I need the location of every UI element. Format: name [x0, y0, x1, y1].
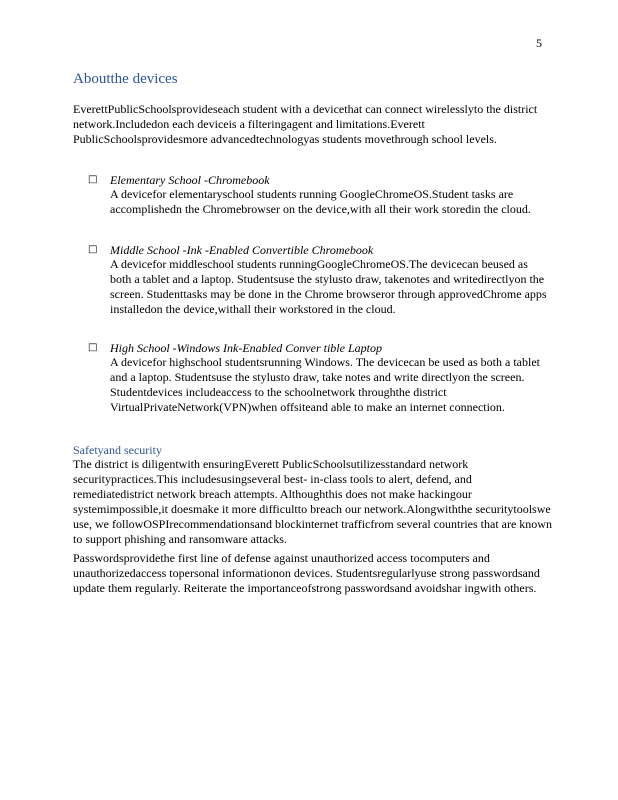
device-description: A devicefor highschool studentsrunning Windows. The devicecan be used as both a tablet and a laptop. Studentsuse the stylusto draw, take notes and write directlyon the screen. Studentdevices includeaccess to the schoolnetwork throughthe district VirtualPrivateNetwork(VPN)when offsiteand able to make an internet connection. [110, 355, 540, 414]
device-description: A devicefor elementaryschool students running GoogleChromeOS.Student tasks are accomplishedn the Chromebrowser on the device,with all their work storedin the cloud. [110, 187, 531, 216]
passwords-paragraph: Passwordsprovidethe first line of defense against unauthorized access tocomputers and unauthorizedaccess topersonal informationon devices. Studentsregularlyuse strong passwordsand update them regularly. Reiterate the importanceofstrong passwordsand avoidshar ingwith others. [73, 551, 540, 595]
page-number: 5 [536, 36, 542, 50]
about-intro-paragraph: EverettPublicSchoolsprovideseach student with a devicethat can connect wirelesslyto the district network.Includedon each deviceis a filteringagent and limitations.Everett PublicSchoolsprovidesmore advancedtechnologyas students movethrough school levels. [73, 102, 538, 146]
device-title: High School -Windows Ink-Enabled Conver tible Laptop [110, 341, 382, 355]
bullet-marker-icon: □ [88, 342, 98, 353]
about-devices-heading: Aboutthe devices [73, 71, 178, 87]
device-description: A devicefor middleschool students runningGoogleChromeOS.The devicecan beused as both a tablet and a laptop. Studentsuse the stylusto draw, takenotes and writedirectlyon the screen. Studenttasks may be done in the Chrome browseror through approvedChrome apps installedon the device,withall their workstored in the cloud. [110, 257, 547, 316]
safety-paragraph: The district is diligentwith ensuringEverett PublicSchoolsutilizesstandard network securitypractices.This includesusingseveral best- in-class tools to alert, defend, and remediatedistrict network breach attempts. Althoughthis does not make hackingour systemimpossible,it doesmake it more difficultto breach our network.Alongwiththe securitytoolswe use, we followOSPIrecommendationsand blockinternet trafficfrom several countries that are known to support phishing and ransomware attacks. [73, 457, 552, 546]
bullet-marker-icon: □ [88, 244, 98, 255]
safety-security-heading: Safetyand security [73, 443, 162, 457]
device-title: Elementary School -Chromebook [110, 173, 270, 187]
device-title: Middle School -Ink -Enabled Convertible Chromebook [110, 243, 374, 257]
bullet-marker-icon: □ [88, 174, 98, 185]
